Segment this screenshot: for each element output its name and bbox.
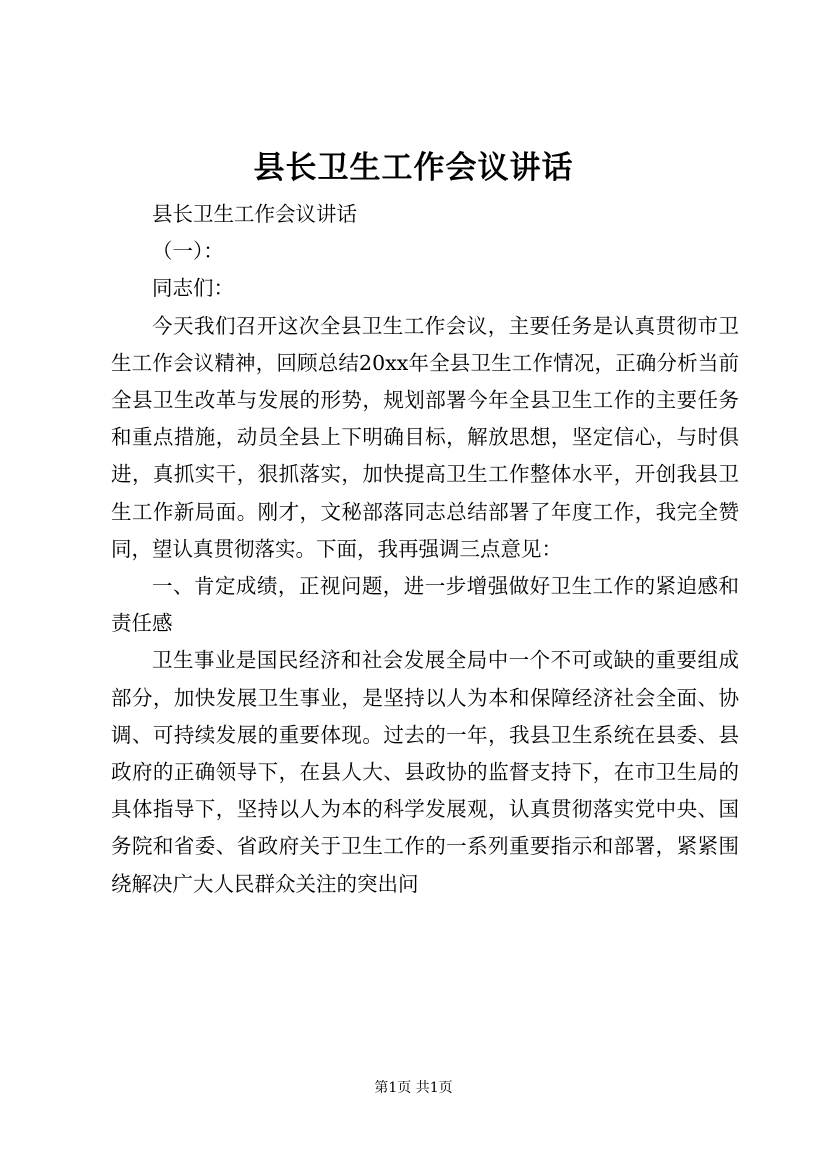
paragraph-heading-one: 一、肯定成绩，正视问题，进一步增强做好卫生工作的紧迫感和责任感: [111, 574, 739, 636]
document-title: 县长卫生工作会议讲话: [253, 150, 574, 186]
paragraph-section-number: （一）：: [152, 239, 224, 264]
paragraph-subtitle: 县长卫生工作会议讲话: [152, 202, 357, 226]
paragraph-salutation: 同志们：: [152, 276, 234, 301]
paragraph-intro: 今天我们召开这次全县卫生工作会议，主要任务是认真贯彻市卫生工作会议精神，回顾总结20xx年全县卫生工作情况，正确分析当前全县卫生改革与发展的形势，规划部署今年全县卫生工作的主要任务和重点措施，动员全县上下明确目标，解放思想，坚定信心，与时俱进，真抓实干，狠抓落实，加快提高卫生工作整体水平，开创我县卫生工作新局面。刚才，文秘部落同志总结部署了年度工作，我完全赞同，望认真贯彻落实。下面，我再强调三点意见：: [111, 313, 739, 561]
paragraph-body: 卫生事业是国民经济和社会发展全局中一个不可或缺的重要组成部分，加快发展卫生事业，是坚持以人为本和保障经济社会全面、协调、可持续发展的重要体现。过去的一年，我县卫生系统在县委、县政府的正确领导下，在县人大、县政协的监督支持下，在市卫生局的具体指导下，坚持以人为本的科学发展观，认真贯彻落实党中央、国务院和省委、省政府关于卫生工作的一系列重要指示和部署，紧紧围绕解决广大人民群众关注的突出问: [111, 648, 739, 896]
page-footer: 第1页 共1页: [374, 1080, 453, 1096]
document-body: [111, 196, 739, 903]
